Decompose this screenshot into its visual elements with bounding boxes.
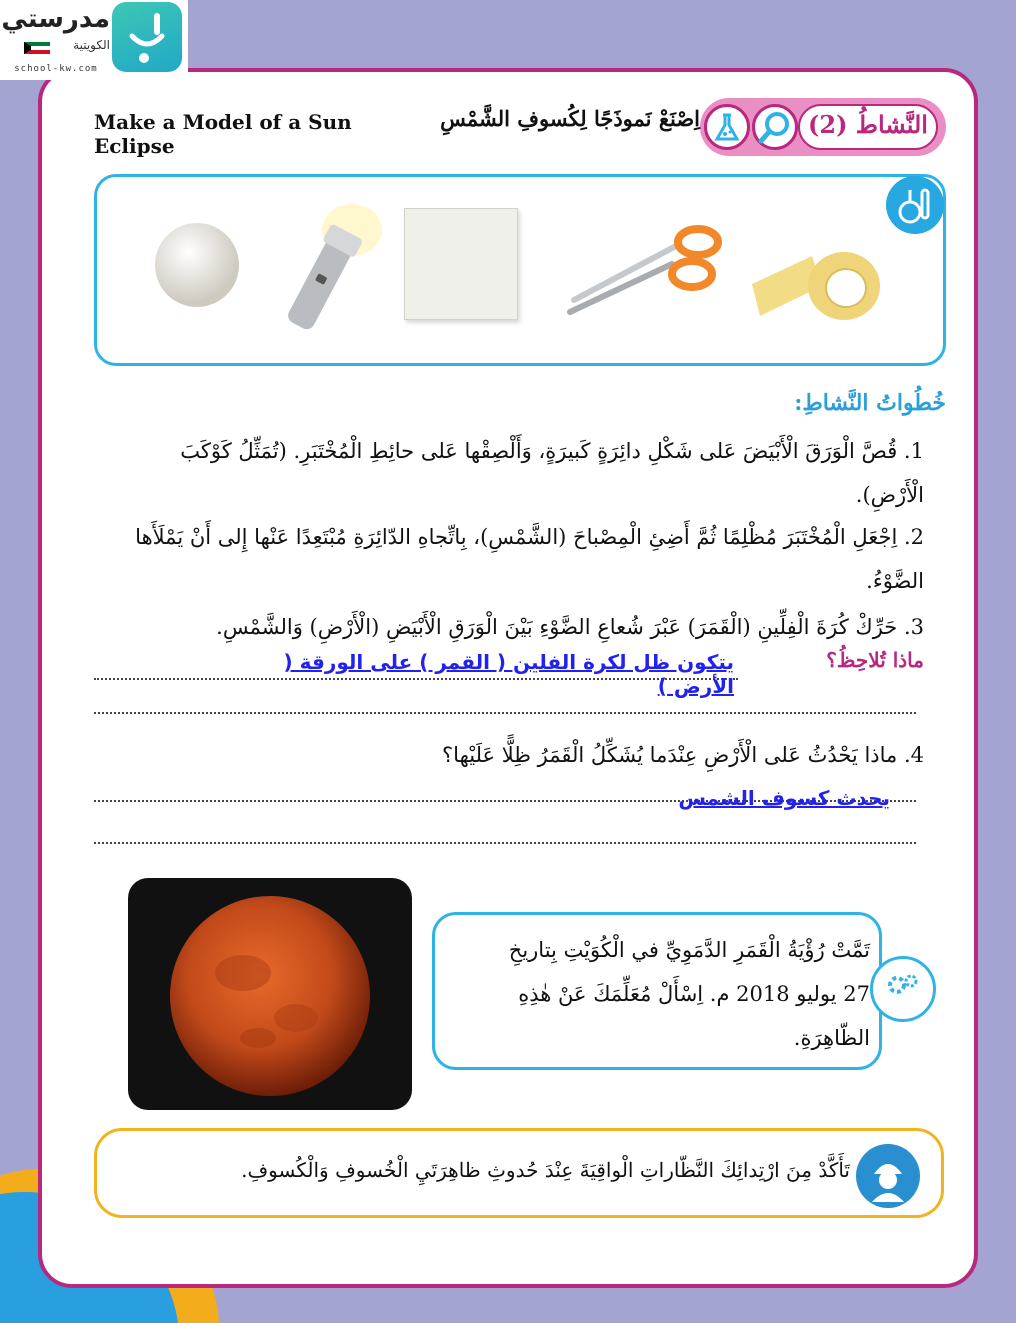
info-line-2: 27 يوليو 2018 م. اِسْأَلْ مُعَلِّمَكَ عَنْ هٰذِهِ xyxy=(518,982,870,1006)
scissors-image xyxy=(560,212,730,324)
step-1-line-2: الْأَرْضِ). xyxy=(855,483,924,507)
step-1-line-1: 1. قُصَّ الْوَرَقَ الْأَبْيَضَ عَلى شَكْلِ دائِرَةٍ كَبيرَةٍ، وَأَلْصِقْها عَلى حائِطِ الْمُخْتَبَرِ. (تُمَثِّلُ كَوْكَبَ xyxy=(180,439,924,463)
tape-roll-image xyxy=(752,226,882,326)
step-2-line-1: 2. اِجْعَلِ الْمُخْتَبَرَ مُظْلِمًا ثُمَّ أَضِئِ الْمِصْباحَ (الشَّمْسِ)، بِاتِّجاهِ الدّائِرَةِ مُبْتَعِدًا عَنْها إِلى أَنْ يَمْلَأَها xyxy=(135,525,924,549)
observe-question: ماذا تُلاحِظُ؟ xyxy=(826,648,924,672)
safety-worker-icon xyxy=(856,1144,920,1208)
steps-heading: خُطُواتُ النَّشاطِ: xyxy=(794,390,946,416)
safety-note-text: تَأَكَّدْ مِنَ ارْتِدائِكَ النَّظّاراتِ الْواقِيَةَ عِنْدَ حُدوثِ ظاهِرَتَيِ الْخُسوفِ وَالْكُسوفِ. xyxy=(241,1158,850,1182)
magnifier-icon xyxy=(752,104,798,150)
lab-equipment-icon xyxy=(886,176,944,234)
logo-subtitle: الكويتية xyxy=(73,38,110,52)
thinking-head-icon xyxy=(870,956,936,1022)
logo-url: school-kw.com xyxy=(14,64,98,74)
logo-title: مدرستي xyxy=(1,4,110,34)
flashlight-image xyxy=(264,196,384,336)
ping-pong-ball-image xyxy=(152,220,242,310)
info-text xyxy=(450,928,870,1060)
step-3: 3. حَرِّكْ كُرَةَ الْفِلِّينِ (الْقَمَرَ) عَبْرَ شُعاعِ الضَّوْءِ بَيْنَ الْوَرَقِ الْأَبْيَضِ (الْأَرْضِ) وَالشَّمْسِ. xyxy=(216,615,924,639)
info-line-3: الظّاهِرَةِ. xyxy=(793,1026,870,1050)
page-number: 27 xyxy=(62,1244,96,1273)
activity-title-english: Make a Model of a Sun Eclipse xyxy=(94,110,352,158)
step-4-answer[interactable]: يحدث كسوف الشمس xyxy=(678,786,890,810)
logo-badge-icon xyxy=(112,2,182,72)
flask-icon xyxy=(704,104,750,150)
answer-line xyxy=(94,712,916,714)
info-line-1: تَمَّتْ رُؤْيَةُ الْقَمَرِ الدَّمَوِيِّ في الْكُوَيْتِ بِتاريخِ xyxy=(508,938,870,962)
site-logo[interactable] xyxy=(0,0,188,80)
step-2-line-2: الضَّوْءُ. xyxy=(866,569,924,593)
observation-answer[interactable]: يتكون ظل لكرة الفلين ( القمر ) على الورقة ( الأرض ) xyxy=(283,650,734,698)
step-4: 4. ماذا يَحْدُثُ عَلى الْأَرْضِ عِنْدَما يُشَكِّلُ الْقَمَرُ ظِلًّا عَلَيْها؟ xyxy=(442,743,924,767)
blood-moon-photo xyxy=(128,878,412,1110)
activity-title-arabic: اِصْنَعْ نَموذَجًا لِكُسوفِ الشَّمْسِ xyxy=(440,106,700,131)
white-paper-image xyxy=(404,208,518,320)
answer-line xyxy=(94,842,916,844)
activity-label: النَّشاطُ (2) xyxy=(808,110,928,139)
